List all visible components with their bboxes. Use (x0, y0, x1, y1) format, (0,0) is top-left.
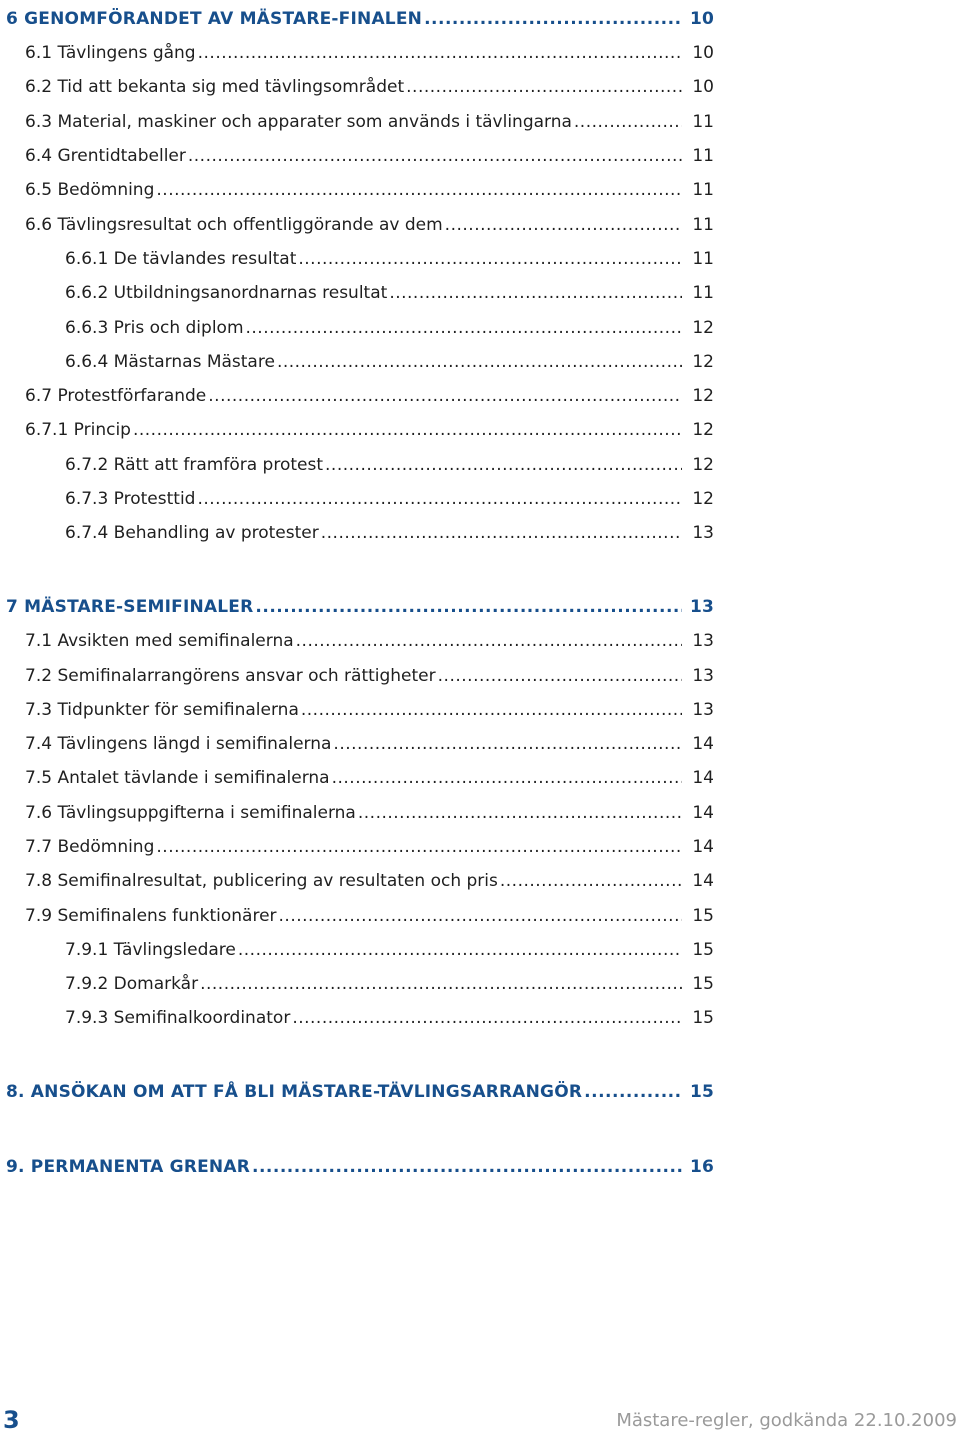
toc-entry-title: 7.6 Tävlingsuppgifterna i semifinalerna (25, 803, 356, 823)
toc-entry-title: 6.7.2 Rätt att framföra protest (65, 455, 324, 475)
toc-dot-leader (358, 802, 682, 824)
toc-entry[interactable] (25, 103, 714, 133)
toc-entry-page-number: 14 (692, 837, 714, 857)
footer-page-number: 3 (3, 1406, 20, 1434)
toc-entry-page-number: 15 (689, 1082, 714, 1102)
toc-entry-title: 6.7.1 Princip (25, 420, 131, 440)
toc-entry[interactable] (25, 68, 714, 98)
toc-dot-leader (208, 385, 682, 407)
toc-entry-page-number: 15 (692, 940, 714, 960)
toc-entry-title: 6.6.3 Pris och diplom (65, 318, 244, 338)
toc-entry[interactable] (25, 759, 714, 789)
toc-dot-leader (238, 939, 682, 961)
toc-dot-leader (246, 317, 683, 339)
toc-entry-title: 6.1 Tävlingens gång (25, 43, 196, 63)
toc-entry-page-number: 13 (692, 700, 714, 720)
toc-entry-title: 6 GENOMFÖRANDET AV MÄSTARE-FINALEN (6, 9, 423, 29)
toc-entry[interactable] (25, 897, 714, 927)
toc-entry[interactable] (25, 622, 714, 652)
toc-dot-leader (255, 596, 682, 618)
toc-dot-leader (292, 1007, 682, 1029)
toc-entry-title: 7.9.2 Domarkår (65, 974, 199, 994)
toc-dot-leader (133, 419, 682, 441)
toc-entry-title: 7.9.3 Semifinalkoordinator (65, 1008, 291, 1028)
toc-entry[interactable] (25, 377, 714, 407)
toc-entry[interactable] (65, 999, 714, 1029)
toc-dot-leader (301, 699, 682, 721)
toc-entry-page-number: 16 (689, 1157, 714, 1177)
toc-dot-leader (156, 179, 682, 201)
toc-entry-title: 7.9 Semifinalens funktionärer (25, 906, 277, 926)
toc-entry-page-number: 12 (692, 420, 714, 440)
toc-dot-leader (332, 767, 682, 789)
toc-entry-title: 7 MÄSTARE-SEMIFINALER (6, 597, 254, 617)
toc-dot-leader (325, 454, 682, 476)
toc-entry-page-number: 14 (692, 734, 714, 754)
toc-entry-page-number: 11 (692, 249, 714, 269)
toc-entry-title: 6.6.2 Utbildningsanordnarnas resultat (65, 283, 388, 303)
toc-entry-title: 7.4 Tävlingens längd i semifinalerna (25, 734, 332, 754)
toc-dot-leader (156, 836, 682, 858)
toc-section-heading[interactable] (6, 588, 714, 618)
toc-dot-leader (500, 870, 682, 892)
toc-entry[interactable] (25, 725, 714, 755)
toc-entry-title: 6.7 Protestförfarande (25, 386, 207, 406)
toc-entry-page-number: 12 (692, 489, 714, 509)
toc-entry[interactable] (65, 343, 714, 373)
toc-dot-leader (574, 111, 682, 133)
toc-entry-page-number: 11 (692, 283, 714, 303)
toc-entry[interactable] (65, 240, 714, 270)
toc-entry[interactable] (65, 480, 714, 510)
toc-dot-leader (406, 76, 682, 98)
toc-entry[interactable] (65, 931, 714, 961)
toc-entry-page-number: 13 (692, 666, 714, 686)
toc-entry[interactable] (25, 171, 714, 201)
toc-entry[interactable] (25, 828, 714, 858)
toc-entry-page-number: 15 (692, 1008, 714, 1028)
toc-entry-title: 7.8 Semifinalresultat, publicering av resultaten och pris (25, 871, 498, 891)
toc-entry-page-number: 11 (692, 180, 714, 200)
toc-entry-page-number: 11 (692, 146, 714, 166)
toc-dot-leader (424, 8, 682, 30)
toc-entry-title: 6.4 Grentidtabeller (25, 146, 186, 166)
toc-section-heading[interactable] (6, 1148, 714, 1178)
toc-entry[interactable] (25, 862, 714, 892)
toc-entry-page-number: 15 (692, 906, 714, 926)
toc-dot-leader (584, 1081, 682, 1103)
toc-dot-leader (200, 973, 682, 995)
toc-dot-leader (298, 248, 682, 270)
toc-entry-page-number: 15 (692, 974, 714, 994)
toc-dot-leader (252, 1156, 682, 1178)
toc-entry-page-number: 12 (692, 386, 714, 406)
toc-entry[interactable] (65, 309, 714, 339)
toc-entry-page-number: 10 (692, 77, 714, 97)
toc-entry-title: 7.2 Semifinalarrangörens ansvar och rättigheter (25, 666, 436, 686)
toc-entry-title: 6.2 Tid att bekanta sig med tävlingsområdet (25, 77, 405, 97)
toc-entry[interactable] (65, 514, 714, 544)
toc-entry[interactable] (25, 657, 714, 687)
toc-entry[interactable] (25, 34, 714, 64)
toc-entry-title: 7.7 Bedömning (25, 837, 155, 857)
toc-entry-page-number: 12 (692, 455, 714, 475)
toc-entry-title: 6.6.4 Mästarnas Mästare (65, 352, 275, 372)
toc-entry-page-number: 13 (692, 523, 714, 543)
toc-entry-title: 8. ANSÖKAN OM ATT FÅ BLI MÄSTARE-TÄVLINGSARRANGÖR (6, 1082, 583, 1102)
toc-entry[interactable] (25, 137, 714, 167)
footer-document-info: Mästare-regler, godkända 22.10.2009 (616, 1410, 957, 1431)
toc-entry-page-number: 10 (692, 43, 714, 63)
toc-dot-leader (333, 733, 682, 755)
toc-dot-leader (445, 214, 682, 236)
toc-dot-leader (438, 665, 682, 687)
toc-entry[interactable] (65, 965, 714, 995)
toc-entry-page-number: 10 (689, 9, 714, 29)
toc-dot-leader (188, 145, 682, 167)
toc-entry-title: 6.5 Bedömning (25, 180, 155, 200)
toc-entry[interactable] (25, 691, 714, 721)
toc-entry-title: 6.7.4 Behandling av protester (65, 523, 319, 543)
toc-entry-title: 7.5 Antalet tävlande i semifinalerna (25, 768, 330, 788)
toc-entry[interactable] (65, 274, 714, 304)
toc-dot-leader (279, 905, 682, 927)
toc-entry-page-number: 13 (692, 631, 714, 651)
toc-entry[interactable] (25, 206, 714, 236)
toc-dot-leader (197, 488, 682, 510)
toc-entry-page-number: 11 (692, 215, 714, 235)
toc-entry-title: 6.3 Material, maskiner och apparater som används i tävlingarna (25, 112, 572, 132)
toc-entry-page-number: 14 (692, 871, 714, 891)
toc-entry[interactable] (25, 794, 714, 824)
toc-entry-page-number: 12 (692, 352, 714, 372)
toc-entry-title: 9. PERMANENTA GRENAR (6, 1157, 250, 1177)
toc-entry-page-number: 11 (692, 112, 714, 132)
toc-entry-title: 6.6 Tävlingsresultat och offentliggörande av dem (25, 215, 443, 235)
toc-entry[interactable] (25, 411, 714, 441)
toc-dot-leader (198, 42, 682, 64)
toc-entry-page-number: 13 (689, 597, 714, 617)
toc-section-heading[interactable] (6, 0, 714, 30)
toc-entry-title: 7.9.1 Tävlingsledare (65, 940, 236, 960)
toc-dot-leader (389, 282, 682, 304)
toc-entry-title: 6.6.1 De tävlandes resultat (65, 249, 297, 269)
toc-dot-leader (296, 630, 682, 652)
toc-entry-title: 7.3 Tidpunkter för semifinalerna (25, 700, 299, 720)
toc-entry-page-number: 12 (692, 318, 714, 338)
toc-dot-leader (321, 522, 682, 544)
toc-entry-page-number: 14 (692, 803, 714, 823)
toc-entry-title: 7.1 Avsikten med semifinalerna (25, 631, 294, 651)
toc-entry-page-number: 14 (692, 768, 714, 788)
toc-section-heading[interactable] (6, 1073, 714, 1103)
toc-entry-title: 6.7.3 Protesttid (65, 489, 196, 509)
toc-entry[interactable] (65, 446, 714, 476)
toc-dot-leader (277, 351, 682, 373)
